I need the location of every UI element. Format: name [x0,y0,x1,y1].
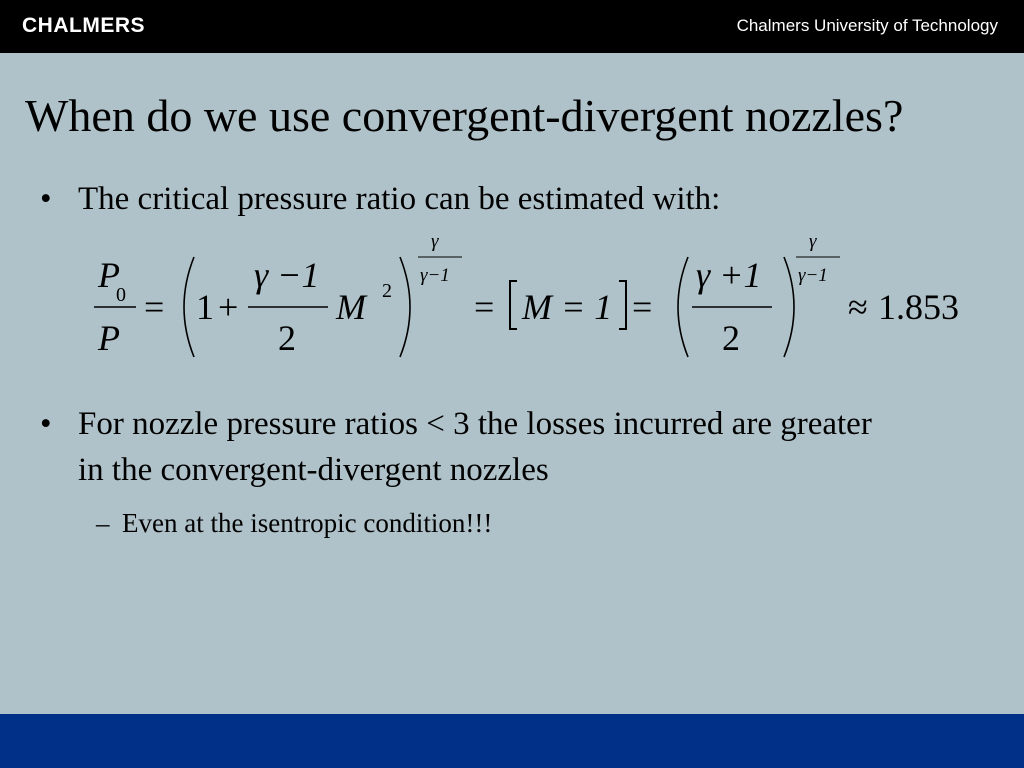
mach-exponent: 2 [382,280,392,302]
approx-sign: ≈ [848,287,868,327]
sub-bullet-isentropic [96,505,493,541]
university-name: Chalmers University of Technology [736,16,998,35]
exponent-numerator-2: γ [809,231,817,252]
chalmers-logo: CHALMERS [22,14,145,37]
slide-title: When do we use convergent-divergent nozzles? [25,90,904,141]
left-bracket [510,281,517,329]
mach-condition: M = 1 [522,287,613,327]
lhs-denominator: P [98,318,120,358]
equals-sign-1: = [144,287,165,327]
sub-bullet-text: Even at the isentropic condition!!! [122,508,493,538]
exponent-denominator-1: γ−1 [420,265,450,286]
equals-sign-2: = [474,287,495,327]
lhs-subscript: 0 [116,284,126,306]
sub-bullet-marker: – [96,508,110,538]
plus-sign: + [218,287,239,327]
mach-symbol: M [336,287,366,327]
left-paren-2 [678,257,688,357]
bullet-marker: • [40,181,52,217]
exponent-denominator-2: γ−1 [798,265,828,286]
right-paren-1 [400,257,410,357]
result-value: 1.853 [878,287,959,327]
fraction-numerator-2: γ +1 [696,255,762,295]
header-bar [0,0,1024,53]
right-paren-2 [784,257,794,357]
fraction-numerator-1: γ −1 [254,255,320,295]
fraction-denominator-1: 2 [278,318,296,358]
bullet-text: For nozzle pressure ratios < 3 the losses incurred are greater in the convergent-divergent nozzles [78,406,872,488]
fraction-denominator-2: 2 [722,318,740,358]
term-one: 1 [196,287,214,327]
footer-bar [0,714,1024,768]
bullet-critical-pressure [40,176,721,222]
lhs-numerator: P [98,255,120,295]
bullet-nozzle-losses [40,401,878,493]
equals-sign-3: = [632,287,653,327]
bullet-text: The critical pressure ratio can be estimated with: [78,181,721,217]
left-paren-1 [184,257,194,357]
critical-pressure-equation [80,225,990,370]
bullet-marker: • [40,406,52,442]
right-bracket [619,281,626,329]
exponent-numerator-1: γ [431,231,439,252]
